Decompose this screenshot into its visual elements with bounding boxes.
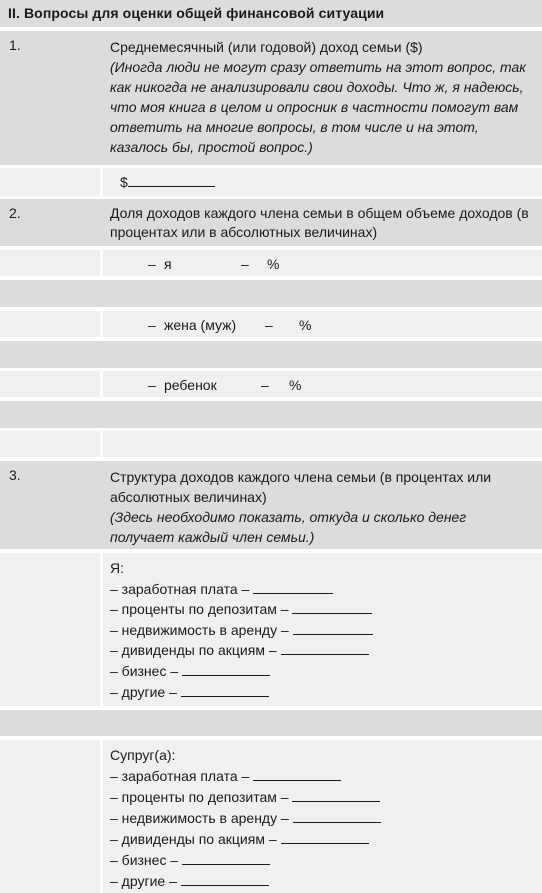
member-separator: – (265, 317, 273, 333)
blank-cell (0, 341, 542, 368)
question-1-answer-row (0, 168, 542, 196)
income-item (110, 661, 542, 682)
income-structure-block (0, 553, 542, 706)
answer-number-cell (0, 371, 100, 397)
question-3-note: (Здесь необходимо показать, откуда и сколько денег получает каждый член семьи.) (110, 509, 467, 545)
income-item (110, 850, 542, 871)
blank-row (0, 431, 542, 457)
income-item-label: – другие – (110, 873, 177, 889)
income-item (110, 808, 542, 829)
blank-row (0, 341, 542, 368)
member-percent: % (299, 317, 312, 333)
income-item-label: – заработная плата – (110, 768, 250, 784)
blank-cell (0, 431, 100, 457)
income-item-label: – другие – (110, 683, 177, 700)
blank-row (0, 401, 542, 428)
dollar-sign: $ (120, 174, 128, 190)
answer-cell (103, 250, 542, 276)
member-dash: – (148, 317, 156, 333)
blank-row (0, 710, 542, 736)
income-item-label: – бизнес – (110, 852, 179, 868)
member-row (0, 250, 542, 276)
question-2-row (0, 199, 542, 246)
income-item-label: – дивиденды по акциям – (110, 831, 277, 847)
section-header (0, 0, 542, 27)
income-item-blank[interactable] (253, 768, 341, 781)
income-item-blank[interactable] (292, 789, 380, 802)
income-item-label: – недвижимость в аренду – (110, 621, 289, 638)
income-item (110, 640, 542, 661)
question-number: 3. (0, 461, 109, 549)
income-item (110, 766, 542, 787)
income-item-label: – заработная плата – (110, 580, 250, 597)
income-item-blank[interactable] (182, 663, 270, 676)
income-item-blank[interactable] (292, 601, 372, 614)
member-row (0, 311, 542, 337)
answer-cell (103, 311, 542, 337)
block-heading: Супруг(а): (110, 747, 176, 763)
income-item (110, 682, 542, 703)
question-2-title: Доля доходов каждого члена семьи в общем объеме доходов (в процентах или в абсолютных величинах) (103, 199, 542, 246)
question-number: 2. (0, 199, 109, 246)
blank-cell (0, 401, 542, 428)
income-item-blank[interactable] (253, 581, 333, 594)
income-item (110, 787, 542, 808)
income-item-label: – проценты по депозитам – (110, 601, 289, 618)
income-blank[interactable] (128, 174, 215, 187)
blank-row (0, 280, 542, 307)
member-separator: – (241, 256, 249, 272)
member-percent: % (289, 377, 302, 393)
blank-cell (103, 431, 542, 457)
question-1-text (103, 31, 542, 165)
income-answer (120, 174, 215, 190)
block-heading: Я: (110, 560, 124, 576)
answer-cell (103, 553, 542, 706)
income-item-blank[interactable] (293, 810, 381, 823)
blank-cell (0, 280, 542, 307)
member-dash: – (148, 377, 156, 393)
income-item-label: – бизнес – (110, 662, 179, 679)
income-item-blank[interactable] (293, 622, 373, 635)
question-3-text (103, 461, 542, 549)
income-structure-block (0, 740, 542, 893)
income-item-blank[interactable] (281, 642, 369, 655)
income-item (110, 829, 542, 850)
income-item-label: – дивиденды по акциям – (110, 642, 277, 659)
question-1-title: Среднемесячный (или годовой) доход семьи ($) (110, 39, 423, 55)
question-1-note: (Иногда люди не могут сразу ответить на этот вопрос, так как никогда не анализировали свои доходы. Что ж, я надеюсь, что моя книга в целом и опросник в частности помогут вам ответить на многие вопросы, в том числе и на этот, казалось бы, простой вопрос.) (110, 59, 526, 155)
member-row (0, 371, 542, 397)
income-item (110, 579, 542, 600)
income-item-blank[interactable] (182, 852, 270, 865)
section-title: II. Вопросы для оценки общей финансовой ситуации (0, 0, 542, 27)
question-3-title: Структура доходов каждого члена семьи (в процентах или абсолютных величинах) (110, 469, 492, 505)
blank-cell (0, 710, 542, 736)
income-item (110, 599, 542, 620)
answer-number-cell (0, 168, 100, 196)
answer-number-cell (0, 311, 100, 337)
member-dash: – (148, 256, 156, 272)
income-item-blank[interactable] (181, 873, 269, 886)
answer-cell (103, 740, 542, 893)
member-label: ребенок (164, 377, 217, 393)
income-item-blank[interactable] (281, 831, 369, 844)
income-item-blank[interactable] (181, 684, 269, 697)
member-separator: – (261, 377, 269, 393)
answer-cell (103, 371, 542, 397)
answer-cell (103, 168, 542, 196)
member-label: жена (муж) (164, 317, 237, 333)
question-1-row (0, 31, 542, 165)
income-item-label: – недвижимость в аренду – (110, 810, 289, 826)
member-label: я (164, 256, 172, 272)
answer-number-cell (0, 740, 100, 893)
income-item (110, 871, 542, 892)
member-percent: % (267, 256, 280, 272)
income-item (110, 620, 542, 641)
income-item-label: – проценты по депозитам – (110, 789, 289, 805)
question-number: 1. (0, 31, 109, 165)
answer-number-cell (0, 553, 100, 706)
answer-number-cell (0, 250, 100, 276)
question-3-row (0, 461, 542, 549)
